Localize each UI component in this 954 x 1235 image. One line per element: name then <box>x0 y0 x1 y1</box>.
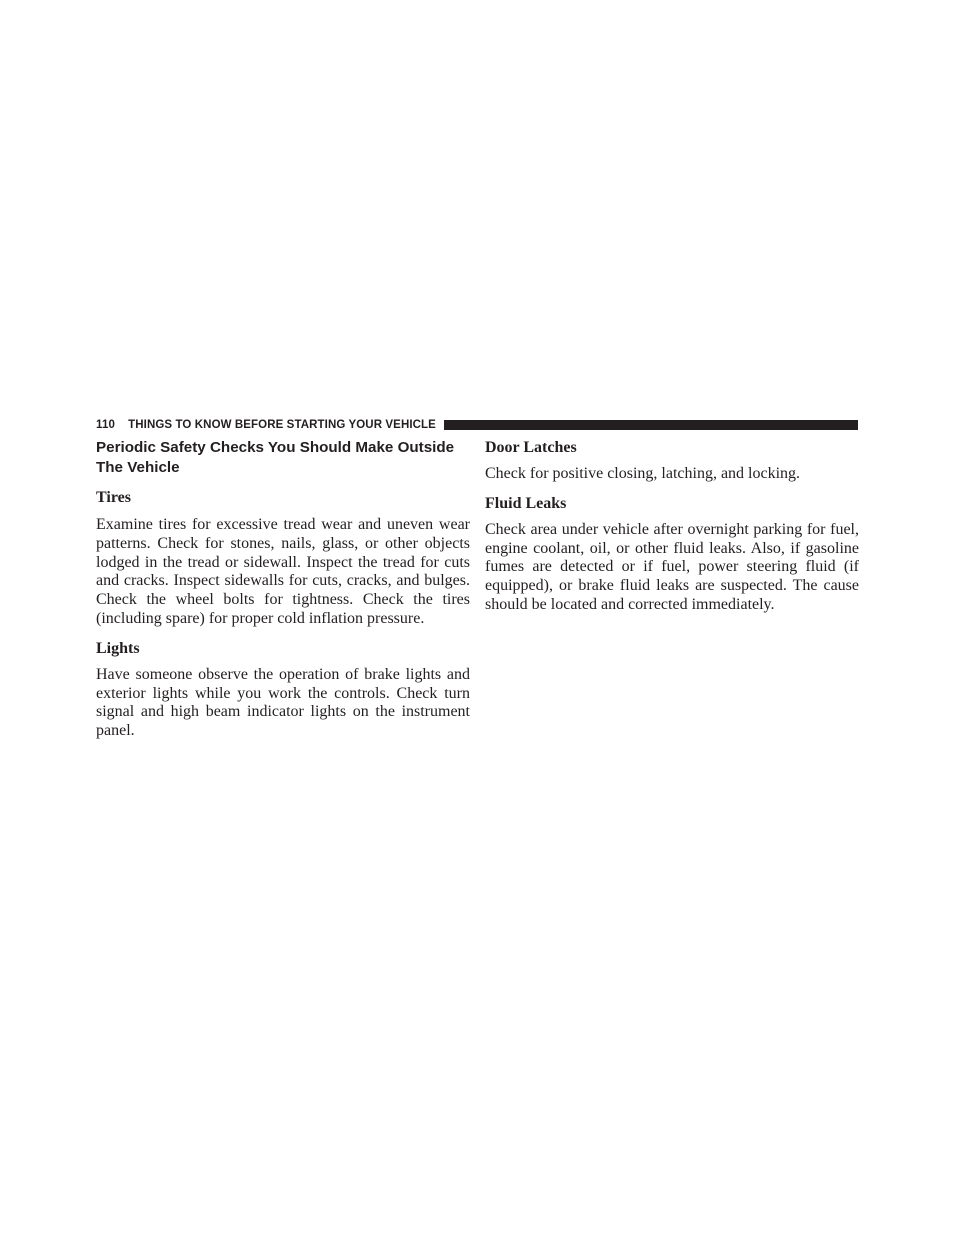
fluid-leaks-paragraph: Check area under vehicle after overnight parking for fuel, engine coolant, oil, or other fluid leaks. Also, if gasoline fumes are detected or if fuel, power steering fluid (if equipped), or brake fluid leaks are suspected. The cause should be located and corrected immediately. <box>485 520 859 613</box>
section-title: Periodic Safety Checks You Should Make Outside The Vehicle <box>96 439 455 476</box>
chapter-title: THINGS TO KNOW BEFORE STARTING YOUR VEHICLE <box>128 419 436 431</box>
lights-heading: Lights <box>96 639 140 657</box>
fluid-leaks-heading: Fluid Leaks <box>485 494 567 512</box>
right-column <box>485 437 859 615</box>
tires-heading: Tires <box>96 489 131 506</box>
header-rule-bar <box>444 420 858 430</box>
left-column <box>96 437 470 741</box>
lights-paragraph: Have someone observe the operation of brake lights and exterior lights while you work the controls. Check turn signal and high beam indicator lights on the instrument panel. <box>96 665 470 740</box>
page-number: 110 <box>96 419 116 431</box>
tires-paragraph: Examine tires for excessive tread wear and uneven wear patterns. Check for stones, nails, glass, or other objects lodged in the tread or sidewall. Inspect the tread for cuts and cracks. Inspect sidewalls for cuts, cracks, and bulges. Check the wheel bolts for tightness. Check the tires (including spare) for proper cold inflation pressure. <box>96 516 470 627</box>
door-latches-heading: Door Latches <box>485 439 577 456</box>
door-latches-paragraph: Check for positive closing, latching, and locking. <box>485 465 801 482</box>
running-header <box>96 417 858 433</box>
